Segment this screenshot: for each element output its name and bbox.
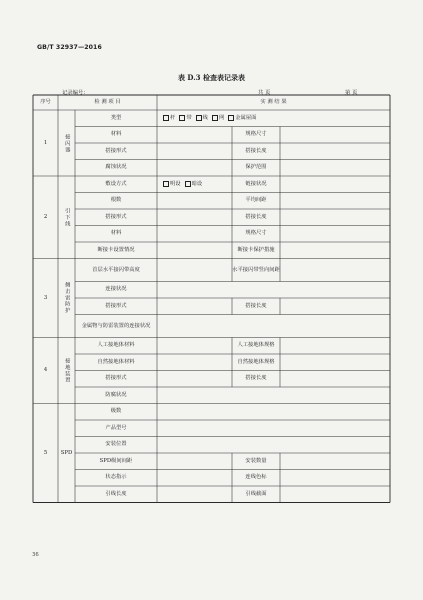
row-sub-label: 引线截面 xyxy=(245,490,267,497)
checkbox[interactable] xyxy=(228,115,234,121)
checkbox-options xyxy=(159,110,388,127)
result-value-cell xyxy=(157,315,390,338)
row-sub-label: 搭接长度 xyxy=(245,375,267,382)
row-sub-label: 断接卡保护措施 xyxy=(237,246,275,253)
page-number: 36 xyxy=(32,552,39,558)
row-sub-label: 规格尺寸 xyxy=(245,230,267,237)
result-value-cell xyxy=(157,226,232,243)
row-label: 引线长度 xyxy=(105,490,127,497)
result-value-cell xyxy=(280,470,390,487)
result-value-cell xyxy=(157,193,232,210)
row-label: 搭接形式 xyxy=(105,213,127,220)
checkbox-label: 暗设 xyxy=(191,180,203,187)
header-result: 实 测 结 果 xyxy=(260,99,287,106)
row-sub-label: 规格尺寸 xyxy=(245,131,267,138)
row-label: 防腐状况 xyxy=(105,391,127,398)
record-number-label: 记录编号： xyxy=(62,90,89,96)
result-value-cell xyxy=(280,193,390,210)
checkbox-label: 网 xyxy=(218,114,225,121)
result-value-cell xyxy=(157,160,232,177)
result-value-cell xyxy=(280,371,390,388)
group-number: 5 xyxy=(43,449,48,456)
row-sub-label: 连线色标 xyxy=(245,474,267,481)
row-sub-label: 水平接闪带竖向间距 xyxy=(232,266,280,273)
group-name: 接地装置 xyxy=(63,357,70,384)
checkbox-options xyxy=(159,176,230,193)
row-sub-label: 保护范围 xyxy=(245,164,267,171)
row-label: 根数 xyxy=(110,197,122,204)
row-sub-label: 搭接长度 xyxy=(245,302,267,309)
result-value-cell xyxy=(157,259,232,282)
row-label: 腐蚀状况 xyxy=(105,164,127,171)
row-label: 材料 xyxy=(110,131,122,138)
row-sub-label: 自然接地体规格 xyxy=(237,358,275,365)
result-value-cell xyxy=(280,453,390,470)
result-value-cell xyxy=(280,160,390,177)
group-number: 2 xyxy=(43,213,48,220)
result-value-cell xyxy=(157,354,232,371)
result-value-cell xyxy=(280,127,390,144)
row-label: 自然接地体材料 xyxy=(97,358,135,365)
result-value-cell xyxy=(157,453,232,470)
row-label: SPD级间间距 xyxy=(99,457,133,464)
row-sub-label: 平均间距 xyxy=(245,197,267,204)
standard-number: GB/T 32937—2016 xyxy=(37,44,102,51)
checkbox[interactable] xyxy=(163,115,169,121)
page-of-label: 第 页 xyxy=(345,90,358,96)
result-value-cell xyxy=(280,354,390,371)
checkbox[interactable] xyxy=(185,181,191,187)
row-label: 安装位置 xyxy=(105,441,127,448)
row-sub-label: 搭接长度 xyxy=(245,147,267,154)
result-value-cell xyxy=(280,143,390,160)
result-value-cell xyxy=(280,298,390,315)
table-title: 表 D.3 检查表记录表 xyxy=(177,73,245,82)
checkbox-label: 线 xyxy=(202,114,208,121)
result-value-cell xyxy=(157,298,232,315)
total-pages-label: 共 页 xyxy=(258,90,271,96)
group-name: SPD xyxy=(60,449,73,456)
result-value-cell xyxy=(280,242,390,259)
checkbox[interactable] xyxy=(179,115,185,121)
row-label: 状态指示 xyxy=(105,474,127,481)
result-value-cell xyxy=(280,176,390,193)
row-label: 断接卡设置情况 xyxy=(97,246,135,253)
row-label: 搭接形式 xyxy=(105,147,127,154)
result-value-cell xyxy=(157,437,390,454)
checkbox[interactable] xyxy=(196,115,202,121)
checkbox-label: 杆 xyxy=(170,114,176,121)
result-value-cell xyxy=(157,371,232,388)
result-value-cell xyxy=(280,486,390,503)
header-serial: 序号 xyxy=(40,99,51,106)
row-label: 搭接形式 xyxy=(105,375,127,382)
checkbox[interactable] xyxy=(212,115,218,121)
result-value-cell xyxy=(280,259,390,282)
row-label: 级数 xyxy=(110,408,122,415)
row-label: 敷设方式 xyxy=(105,180,127,187)
row-sub-label: 搭接长度 xyxy=(245,213,267,220)
row-label: 人工接地体材料 xyxy=(97,342,135,349)
group-number: 3 xyxy=(43,294,48,301)
row-label: 产品型号 xyxy=(105,424,127,431)
row-sub-label: 人工接地体规格 xyxy=(237,342,275,349)
result-value-cell xyxy=(157,404,390,421)
result-value-cell xyxy=(157,387,390,404)
result-value-cell xyxy=(157,143,232,160)
result-value-cell xyxy=(157,209,232,226)
result-value-cell xyxy=(280,209,390,226)
result-value-cell xyxy=(157,127,232,144)
group-name: 引下线 xyxy=(63,207,70,227)
row-sub-label: 链接状况 xyxy=(245,180,267,187)
result-value-cell xyxy=(157,338,232,355)
group-number: 1 xyxy=(43,139,48,146)
result-value-cell xyxy=(157,282,390,299)
row-label: 金属物与防雷装置的连接状况 xyxy=(81,322,151,329)
checkbox-label: 明设 xyxy=(170,180,181,187)
result-value-cell xyxy=(157,420,390,437)
checkbox[interactable] xyxy=(163,181,169,187)
result-value-cell xyxy=(157,470,232,487)
row-label: 首层水平接闪带高度 xyxy=(92,266,140,273)
group-number: 4 xyxy=(43,367,48,374)
group-name: 侧击雷防护 xyxy=(63,282,70,314)
result-value-cell xyxy=(157,486,232,503)
result-value-cell xyxy=(280,338,390,355)
result-value-cell xyxy=(157,242,232,259)
row-label: 连接状况 xyxy=(105,286,127,293)
group-name: 接闪器 xyxy=(63,133,70,153)
checkbox-label: 金属屋面 xyxy=(235,114,257,121)
header-item: 检 测 项 目 xyxy=(94,99,121,106)
row-label: 搭接形式 xyxy=(105,302,127,309)
row-label: 材料 xyxy=(110,230,122,237)
row-sub-label: 安装数量 xyxy=(245,457,267,464)
result-value-cell xyxy=(280,226,390,243)
checkbox-label: 带 xyxy=(186,114,192,121)
row-label: 类型 xyxy=(110,114,122,121)
